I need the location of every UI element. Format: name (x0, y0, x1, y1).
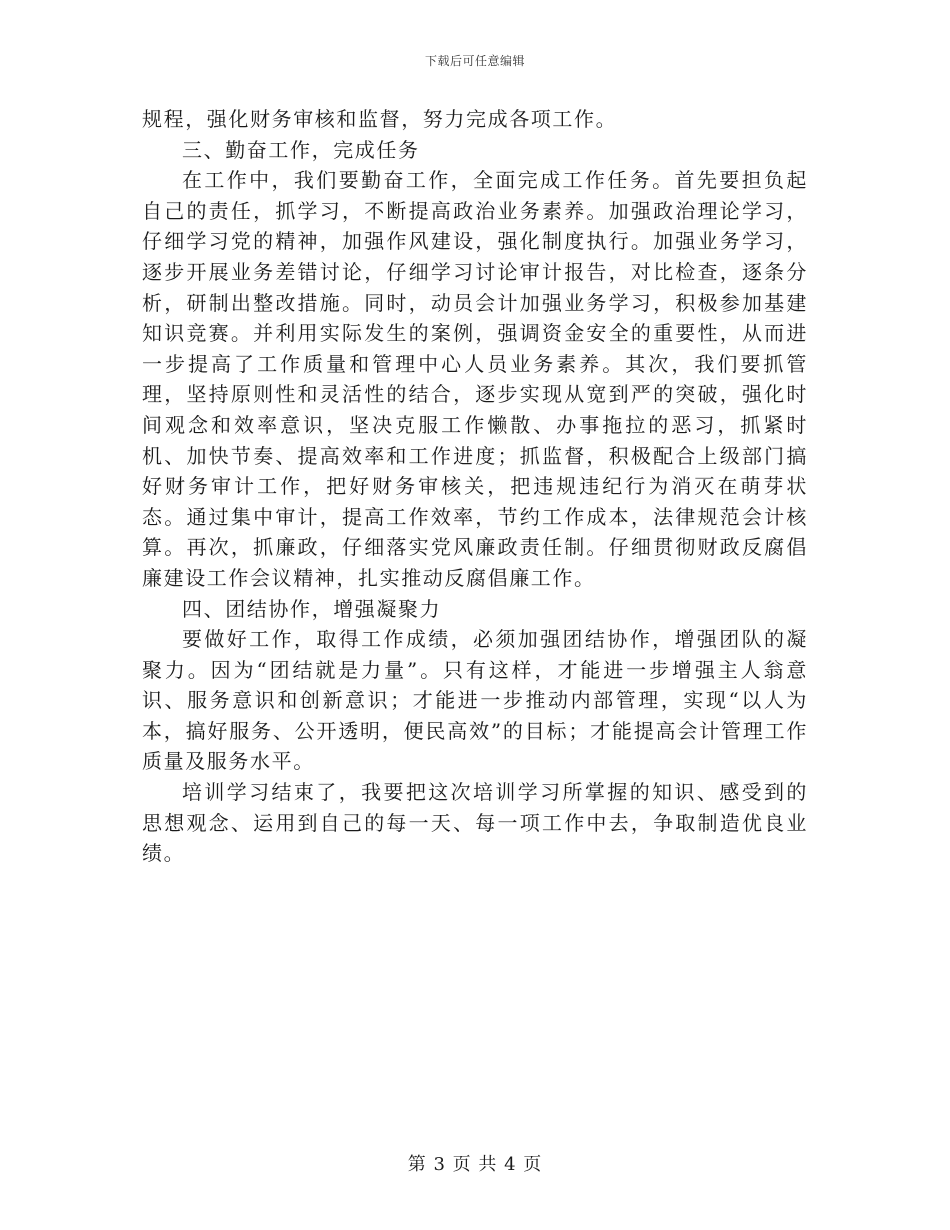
page-header: 下载后可任意编辑 (424, 54, 525, 68)
section-heading-4: 四、团结协作，增强凝聚力 (182, 596, 442, 621)
paragraph-section-3: 在工作中，我们要勤奋工作，全面完成工作任务。首先要担负起自己的责任，抓学习，不断提高政治业务素养。加强政治理论学习，仔细学习党的精神，加强作风建设，强化制度执行。加强业务学习，逐步开展业务差错讨论，仔细学习讨论审计报告，对比检查，逐条分析，研制出整改措施。同时，动员会计加强业务学习，积极参加基建知识竞赛。并利用实际发生的案例，强调资金安全的重要性，从而进一步提高了工作质量和管理中心人员业务素养。其次，我们要抓管理，坚持原则性和灵活性的结合，逐步实现从宽到严的突破，强化时间观念和效率意识，坚决克服工作懒散、办事拖拉的恶习，抓紧时机、加快节奏、提高效率和工作进度；抓监督，积极配合上级部门搞好财务审计工作，把好财务审核关，把违规违纪行为消灭在萌芽状态。通过集中审计，提高工作效率，节约工作成本，法律规范会计核算。再次，抓廉政，仔细落实党风廉政责任制。仔细贯彻财政反腐倡廉建设工作会议精神，扎实推动反腐倡廉工作。 (142, 168, 808, 590)
page-number-footer: 第 3 页 共 4 页 (407, 1154, 543, 1175)
paragraph-continuation: 规程，强化财务审核和监督，努力完成各项工作。 (142, 107, 618, 131)
paragraph-section-4: 要做好工作，取得工作成绩，必须加强团结协作，增强团队的凝聚力。因为“团结就是力量”。只有这样，才能进一步增强主人翁意识、服务意识和创新意识；才能进一步推动内部管理，实现“以人为本，搞好服务、公开透明，便民高效”的目标；才能提高会计管理工作质量及服务水平。 (142, 627, 808, 774)
document-body (142, 104, 808, 869)
paragraph-conclusion: 培训学习结束了，我要把这次培训学习所掌握的知识、感受到的思想观念、运用到自己的每一天、每一项工作中去，争取制造优良业绩。 (142, 780, 808, 866)
section-heading-3: 三、勤奋工作，完成任务 (182, 137, 420, 162)
